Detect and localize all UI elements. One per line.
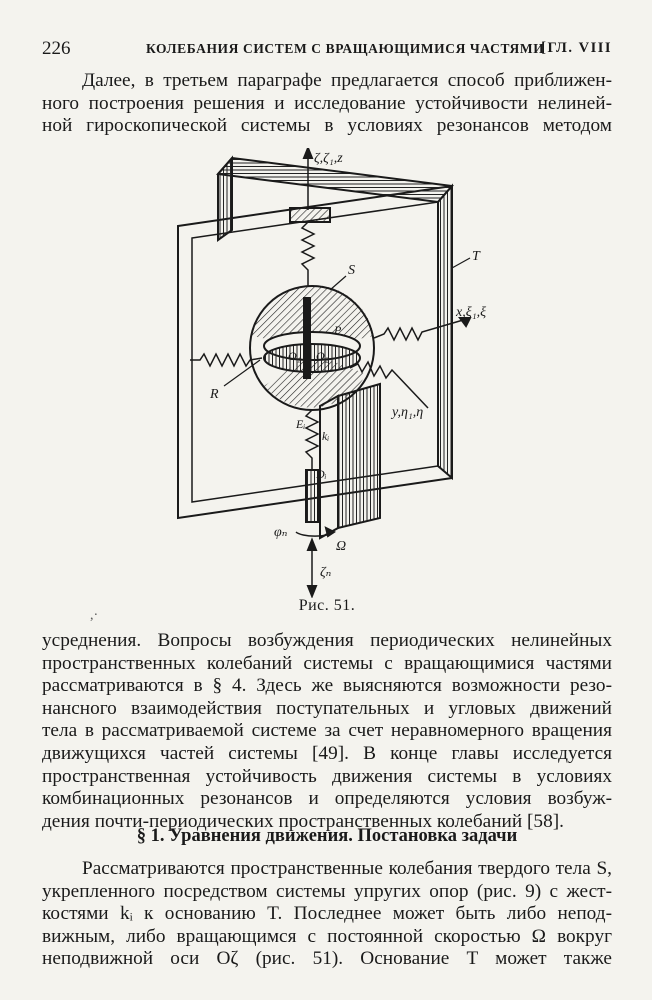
right-spring: [374, 318, 470, 340]
text-line: тела в рассматриваемой системе за счет неравномерного вращения: [42, 720, 612, 742]
figure-51: [170, 148, 510, 598]
bottom-spring: [306, 410, 318, 470]
frame-right-depth: [438, 186, 452, 478]
section-paragraph: [42, 858, 612, 971]
text-line: пространственная устойчивость движения системы в условиях: [42, 765, 612, 787]
page-header: [42, 38, 612, 62]
text-line: движущихся частей системы [49]. В конце главы исследуется: [42, 742, 612, 764]
label-x-axis: x,ξ₁,ξ: [456, 305, 487, 320]
text-line: нансного взаимодействия поступательных и угловых движений: [42, 697, 612, 719]
text-line: комбинационных резонансов и определяются условия возбуж-: [42, 788, 612, 810]
text-line: неподвижной оси Oζ (рис. 51). Основание T может также: [42, 948, 612, 970]
top-spring: [302, 222, 314, 286]
top-bearing: [290, 208, 330, 222]
page-number: 226: [42, 38, 71, 59]
text-line: дения почти-периодических пространственных колебаний [58].: [42, 810, 564, 832]
label-point-p: P: [334, 323, 342, 337]
running-title: КОЛЕБАНИЯ СИСТЕМ С ВРАЩАЮЩИМИСЯ ЧАСТЯМИ: [146, 41, 545, 56]
label-e-i: Eᵢ: [296, 417, 306, 431]
label-spring-r: R: [210, 387, 219, 402]
main-paragraph: [42, 630, 612, 833]
rotor-shaft: [304, 298, 310, 378]
label-omega: Ω: [336, 539, 347, 554]
label-body-s: S: [348, 263, 355, 278]
text-line: Рассматриваются пространственные колебания твердого тела S,: [82, 858, 612, 879]
label-d-i: Dᵢ: [316, 467, 327, 481]
frame-left-depth: [218, 158, 232, 240]
intro-paragraph: [42, 70, 612, 138]
print-speck: ,·: [90, 608, 99, 623]
text-line: рассматриваются в § 4. Здесь же выясняются возможности резо-: [42, 675, 612, 697]
text-line: вижным, либо вращающимся с постоянной скоростью Ω вокруг: [42, 925, 612, 947]
text-line: костями kᵢ к основанию T. Последнее может быть либо непод-: [42, 903, 612, 925]
text-line: укрепленного посредством системы упругих опор (рис. 9) с жест-: [42, 880, 612, 902]
bottom-column: [338, 384, 380, 528]
text-line: пространственных колебаний системы с вращающимися частями: [42, 652, 612, 674]
label-phi-n: φₙ: [274, 525, 288, 540]
gyroscopic-system-diagram: [170, 148, 510, 598]
section-heading: § 1. Уравнения движения. Постановка задачи: [136, 826, 518, 846]
label-base-t: T: [472, 249, 480, 264]
label-k-i: kᵢ: [322, 429, 330, 443]
label-zeta-axis: ζ,ζ₁,z: [314, 151, 343, 166]
chapter-marker: [ГЛ. VIII: [541, 40, 612, 56]
text-line: ной гироскопической системы в условиях резонансов методом: [42, 115, 612, 137]
text-line: усреднения. Вопросы возбуждения периодических нелинейных: [42, 630, 612, 651]
label-o1: O₁: [288, 349, 301, 363]
label-zeta-n: ζₙ: [320, 565, 332, 580]
text-line: Далее, в третьем параграфе предлагается способ приближен-: [82, 70, 612, 91]
text-line: ного построения решения и исследование устойчивости нелиней-: [42, 92, 612, 114]
figure-caption: Рис. 51.: [298, 597, 356, 614]
label-y-axis: y,η₁,η: [392, 405, 424, 420]
label-o2: O₂: [316, 349, 329, 363]
